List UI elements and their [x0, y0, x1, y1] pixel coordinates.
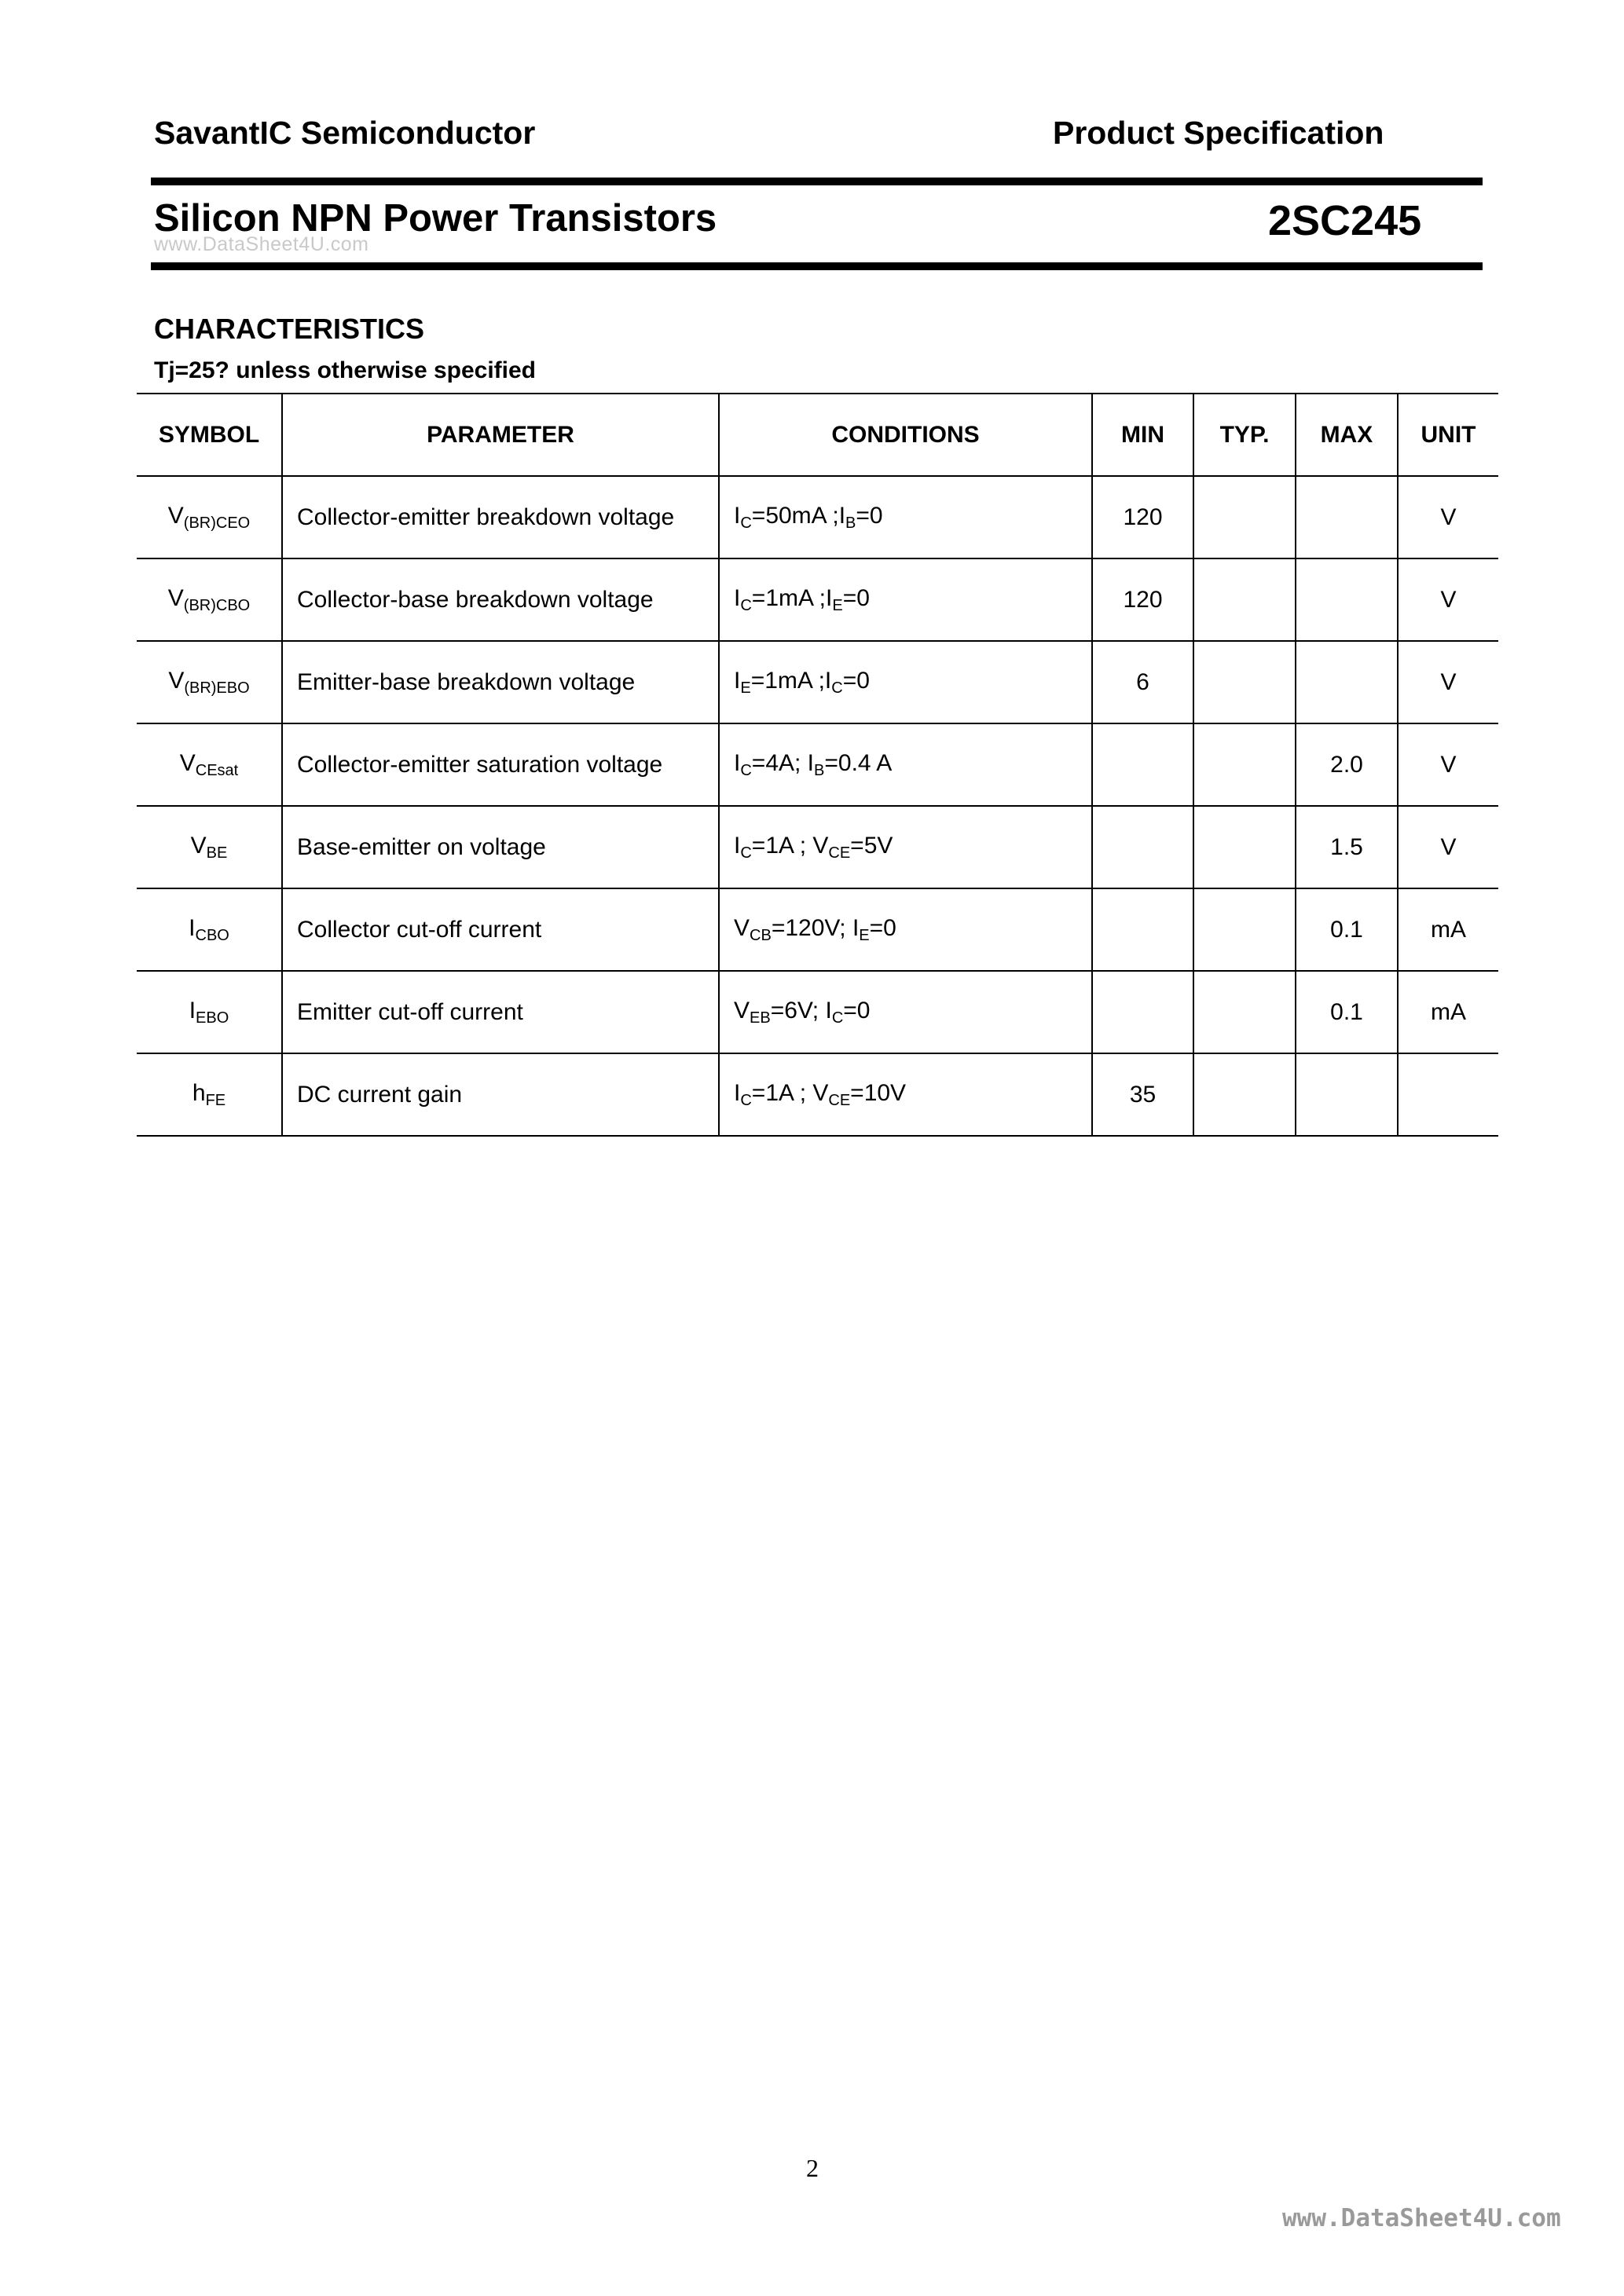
condition-text: I — [734, 502, 741, 529]
cell-unit: V — [1398, 723, 1498, 806]
condition-subscript: EB — [750, 1009, 771, 1027]
cell-conditions — [719, 888, 1092, 971]
condition-text: =10V — [850, 1079, 907, 1106]
condition-subscript: C — [831, 679, 843, 697]
table-row — [137, 971, 1498, 1053]
cell-parameter: Base-emitter on voltage — [282, 806, 719, 888]
watermark-top: www.DataSheet4U.com — [154, 233, 369, 255]
cell-conditions — [719, 558, 1092, 641]
company-name: SavantIC Semiconductor — [154, 115, 536, 151]
condition-text: =4A; I — [751, 749, 815, 776]
cell-max: 0.1 — [1296, 888, 1398, 971]
cell-min — [1092, 888, 1193, 971]
cell-unit: mA — [1398, 888, 1498, 971]
cell-parameter: Emitter cut-off current — [282, 971, 719, 1053]
condition-text: V — [734, 997, 750, 1023]
condition-text: =0.4 A — [824, 749, 893, 776]
cell-unit: V — [1398, 476, 1498, 558]
symbol-subscript: (BR)EBO — [184, 679, 250, 697]
header-parameter: PARAMETER — [282, 394, 719, 476]
condition-text: =5V — [850, 832, 893, 859]
condition-text: I — [734, 832, 741, 859]
section-title: CHARACTERISTICS — [154, 313, 425, 345]
condition-subscript: B — [814, 761, 825, 779]
condition-text: =0 — [842, 667, 870, 694]
cell-typ — [1193, 476, 1296, 558]
symbol-main: V — [167, 584, 184, 611]
part-number: 2SC245 — [1268, 197, 1422, 244]
symbol-subscript: CBO — [195, 926, 229, 944]
cell-parameter: Collector-base breakdown voltage — [282, 558, 719, 641]
table-row — [137, 888, 1498, 971]
cell-parameter: Collector cut-off current — [282, 888, 719, 971]
document-type: Product Specification — [1053, 115, 1384, 151]
header-rule-top — [151, 178, 1483, 185]
condition-text: =120V; I — [771, 914, 860, 941]
cell-unit — [1398, 1053, 1498, 1136]
cell-conditions — [719, 1053, 1092, 1136]
cell-parameter: Collector-emitter saturation voltage — [282, 723, 719, 806]
condition-subscript: B — [845, 514, 856, 532]
cell-max — [1296, 558, 1398, 641]
cell-max: 1.5 — [1296, 806, 1398, 888]
cell-max — [1296, 476, 1398, 558]
condition-text: =0 — [842, 584, 870, 611]
header-typ: TYP. — [1193, 394, 1296, 476]
cell-min: 6 — [1092, 641, 1193, 723]
condition-text: =0 — [856, 502, 883, 529]
table-row — [137, 476, 1498, 558]
symbol-main: V — [190, 832, 207, 859]
symbol-main: I — [189, 997, 196, 1023]
condition-text: =1mA ;I — [751, 584, 833, 611]
symbol-subscript: CEsat — [195, 761, 239, 779]
condition-subscript: CE — [828, 1091, 851, 1109]
cell-symbol — [137, 723, 282, 806]
condition-text: I — [734, 584, 741, 611]
cell-typ — [1193, 641, 1296, 723]
cell-unit: mA — [1398, 971, 1498, 1053]
condition-subscript: C — [831, 1009, 844, 1027]
cell-symbol — [137, 558, 282, 641]
cell-conditions — [719, 723, 1092, 806]
symbol-subscript: BE — [206, 844, 228, 862]
cell-symbol — [137, 971, 282, 1053]
condition-text: =1A ; V — [751, 832, 829, 859]
cell-max — [1296, 641, 1398, 723]
cell-unit: V — [1398, 641, 1498, 723]
cell-parameter: DC current gain — [282, 1053, 719, 1136]
condition-text: =50mA ;I — [751, 502, 846, 529]
cell-conditions — [719, 971, 1092, 1053]
symbol-main: V — [167, 502, 184, 529]
header-unit: UNIT — [1398, 394, 1498, 476]
condition-text: =1A ; V — [751, 1079, 829, 1106]
symbol-main: I — [189, 914, 196, 941]
cell-parameter: Emitter-base breakdown voltage — [282, 641, 719, 723]
table-row — [137, 641, 1498, 723]
cell-symbol — [137, 806, 282, 888]
symbol-main: h — [192, 1079, 206, 1106]
cell-parameter: Collector-emitter breakdown voltage — [282, 476, 719, 558]
condition-text: =6V; I — [770, 997, 832, 1023]
page-number: 2 — [806, 2154, 819, 2182]
cell-symbol — [137, 1053, 282, 1136]
symbol-subscript: FE — [205, 1091, 226, 1109]
cell-typ — [1193, 1053, 1296, 1136]
condition-subscript: C — [740, 844, 752, 862]
symbol-subscript: (BR)CBO — [183, 596, 251, 614]
condition-subscript: E — [740, 679, 751, 697]
cell-min: 35 — [1092, 1053, 1193, 1136]
cell-max: 0.1 — [1296, 971, 1398, 1053]
table-row — [137, 558, 1498, 641]
cell-symbol — [137, 476, 282, 558]
condition-subscript: C — [740, 761, 752, 779]
cell-typ — [1193, 971, 1296, 1053]
cell-max — [1296, 1053, 1398, 1136]
condition-subscript: E — [832, 596, 843, 614]
header-min: MIN — [1092, 394, 1193, 476]
condition-text: I — [734, 1079, 741, 1106]
cell-conditions — [719, 641, 1092, 723]
cell-typ — [1193, 723, 1296, 806]
cell-conditions — [719, 806, 1092, 888]
table-header-row — [137, 394, 1498, 476]
condition-text: I — [734, 667, 741, 694]
cell-min — [1092, 806, 1193, 888]
symbol-main: V — [168, 667, 185, 694]
cell-min: 120 — [1092, 558, 1193, 641]
condition-text: =0 — [843, 997, 871, 1023]
characteristics-table — [137, 393, 1498, 1137]
condition-text: =0 — [869, 914, 896, 941]
symbol-subscript: (BR)CEO — [183, 514, 251, 532]
condition-subscript: E — [859, 926, 870, 944]
cell-min — [1092, 971, 1193, 1053]
condition-subscript: CE — [828, 844, 851, 862]
cell-typ — [1193, 888, 1296, 971]
cell-unit: V — [1398, 806, 1498, 888]
table-row — [137, 1053, 1498, 1136]
header-symbol: SYMBOL — [137, 394, 282, 476]
condition-subscript: C — [740, 514, 752, 532]
cell-conditions — [719, 476, 1092, 558]
condition-text: =1mA ;I — [750, 667, 832, 694]
cell-unit: V — [1398, 558, 1498, 641]
condition-note: Tj=25? unless otherwise specified — [154, 357, 537, 383]
cell-max: 2.0 — [1296, 723, 1398, 806]
cell-symbol — [137, 641, 282, 723]
watermark-bottom: www.DataSheet4U.com — [1282, 2204, 1561, 2232]
condition-text: V — [734, 914, 750, 941]
cell-typ — [1193, 806, 1296, 888]
symbol-subscript: EBO — [196, 1009, 229, 1027]
cell-min — [1092, 723, 1193, 806]
cell-typ — [1193, 558, 1296, 641]
table-row — [137, 806, 1498, 888]
condition-subscript: C — [740, 1091, 752, 1109]
condition-subscript: CB — [750, 926, 772, 944]
cell-symbol — [137, 888, 282, 971]
table-row — [137, 723, 1498, 806]
header-rule-bottom — [151, 262, 1483, 270]
header-max: MAX — [1296, 394, 1398, 476]
symbol-main: V — [179, 749, 196, 776]
condition-text: I — [734, 749, 741, 776]
document-title: Silicon NPN Power Transistors — [154, 197, 717, 240]
cell-min: 120 — [1092, 476, 1193, 558]
header-conditions: CONDITIONS — [719, 394, 1092, 476]
condition-subscript: C — [740, 596, 752, 614]
